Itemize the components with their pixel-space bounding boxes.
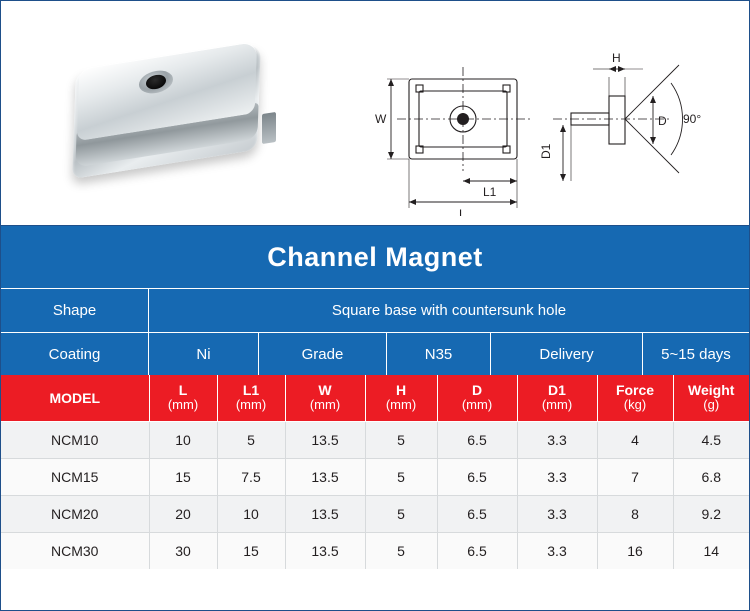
col-header-w-unit: (mm) — [309, 397, 341, 413]
cell-l1: 10 — [217, 495, 285, 532]
spec-value-coating: Ni — [149, 333, 259, 375]
spec-value-delivery: 5~15 days — [661, 345, 731, 363]
cell-weight: 6.8 — [673, 458, 749, 495]
table-row — [1, 495, 749, 532]
cell-d: 6.5 — [437, 458, 517, 495]
col-header-d1 — [517, 375, 597, 421]
spec-value-shape: Square base with countersunk hole — [331, 302, 567, 319]
cell-model: NCM10 — [1, 421, 149, 458]
page-title: Channel Magnet — [1, 226, 749, 289]
col-header-h — [365, 375, 437, 421]
magnet-channel-notch — [262, 112, 276, 144]
dim-label-d1: D1 — [539, 143, 553, 159]
spec-row-coating — [1, 332, 749, 375]
col-header-l — [149, 375, 217, 421]
technical-drawings — [331, 21, 741, 216]
col-header-d — [437, 375, 517, 421]
product-illustration-area — [1, 1, 749, 226]
cell-w: 13.5 — [285, 495, 365, 532]
cell-model: NCM15 — [1, 458, 149, 495]
cell-l: 10 — [149, 421, 217, 458]
dim-label-angle: 90° — [683, 112, 702, 126]
col-header-force-unit: (kg) — [623, 397, 647, 413]
table-row — [1, 458, 749, 495]
cell-l: 20 — [149, 495, 217, 532]
dim-label-w: W — [375, 112, 387, 126]
col-header-l-unit: (mm) — [167, 397, 199, 413]
col-header-weight — [673, 375, 749, 421]
col-header-w-name: W — [318, 382, 332, 399]
table-row — [1, 532, 749, 569]
col-header-d1-name: D1 — [548, 382, 566, 399]
drawing-svg — [331, 21, 741, 216]
col-header-w — [285, 375, 365, 421]
spec-label-delivery: Delivery — [491, 333, 643, 375]
col-header-h-unit: (mm) — [385, 397, 417, 413]
cell-force: 4 — [597, 421, 673, 458]
cell-model: NCM20 — [1, 495, 149, 532]
col-header-weight-name: Weight — [688, 382, 735, 399]
spec-label-shape: Shape — [1, 289, 149, 332]
dim-label-d: D — [658, 114, 667, 128]
cell-d1: 3.3 — [517, 421, 597, 458]
specification-table — [1, 375, 749, 569]
cell-d: 6.5 — [437, 532, 517, 569]
spec-value-grade: N35 — [387, 333, 491, 375]
cell-h: 5 — [365, 532, 437, 569]
dim-label-l: L — [459, 207, 466, 216]
cell-l1: 7.5 — [217, 458, 285, 495]
cell-weight: 4.5 — [673, 421, 749, 458]
col-header-force-name: Force — [615, 382, 655, 399]
cell-d: 6.5 — [437, 421, 517, 458]
cell-force: 7 — [597, 458, 673, 495]
col-header-l1-unit: (mm) — [235, 397, 267, 413]
cell-d1: 3.3 — [517, 458, 597, 495]
cell-model: NCM30 — [1, 532, 149, 569]
table-header-row — [1, 375, 749, 421]
cell-w: 13.5 — [285, 421, 365, 458]
cell-weight: 14 — [673, 532, 749, 569]
col-header-d-unit: (mm) — [461, 397, 493, 413]
cell-l: 30 — [149, 532, 217, 569]
col-header-h-name: H — [395, 382, 407, 399]
col-header-weight-unit: (g) — [703, 397, 720, 413]
col-header-l1 — [217, 375, 285, 421]
cell-force: 16 — [597, 532, 673, 569]
cell-force: 8 — [597, 495, 673, 532]
spec-label-coating: Coating — [1, 333, 149, 375]
cell-w: 13.5 — [285, 458, 365, 495]
col-header-l-name: L — [178, 382, 188, 399]
col-header-model — [1, 375, 149, 421]
cell-h: 5 — [365, 421, 437, 458]
cell-w: 13.5 — [285, 532, 365, 569]
cell-h: 5 — [365, 458, 437, 495]
col-header-d1-unit: (mm) — [541, 397, 573, 413]
cell-l: 15 — [149, 458, 217, 495]
col-header-model-name: MODEL — [49, 389, 101, 406]
cell-h: 5 — [365, 495, 437, 532]
dim-label-l1: L1 — [483, 185, 497, 199]
cell-d: 6.5 — [437, 495, 517, 532]
spec-row-shape — [1, 289, 749, 332]
col-header-force — [597, 375, 673, 421]
product-photo — [56, 41, 286, 186]
spec-label-grade: Grade — [259, 333, 387, 375]
cell-d1: 3.3 — [517, 532, 597, 569]
cell-l1: 5 — [217, 421, 285, 458]
col-header-d-name: D — [471, 382, 483, 399]
table-row — [1, 421, 749, 458]
cell-weight: 9.2 — [673, 495, 749, 532]
dim-label-h: H — [612, 51, 621, 65]
cell-d1: 3.3 — [517, 495, 597, 532]
cell-l1: 15 — [217, 532, 285, 569]
col-header-l1-name: L1 — [242, 382, 260, 399]
